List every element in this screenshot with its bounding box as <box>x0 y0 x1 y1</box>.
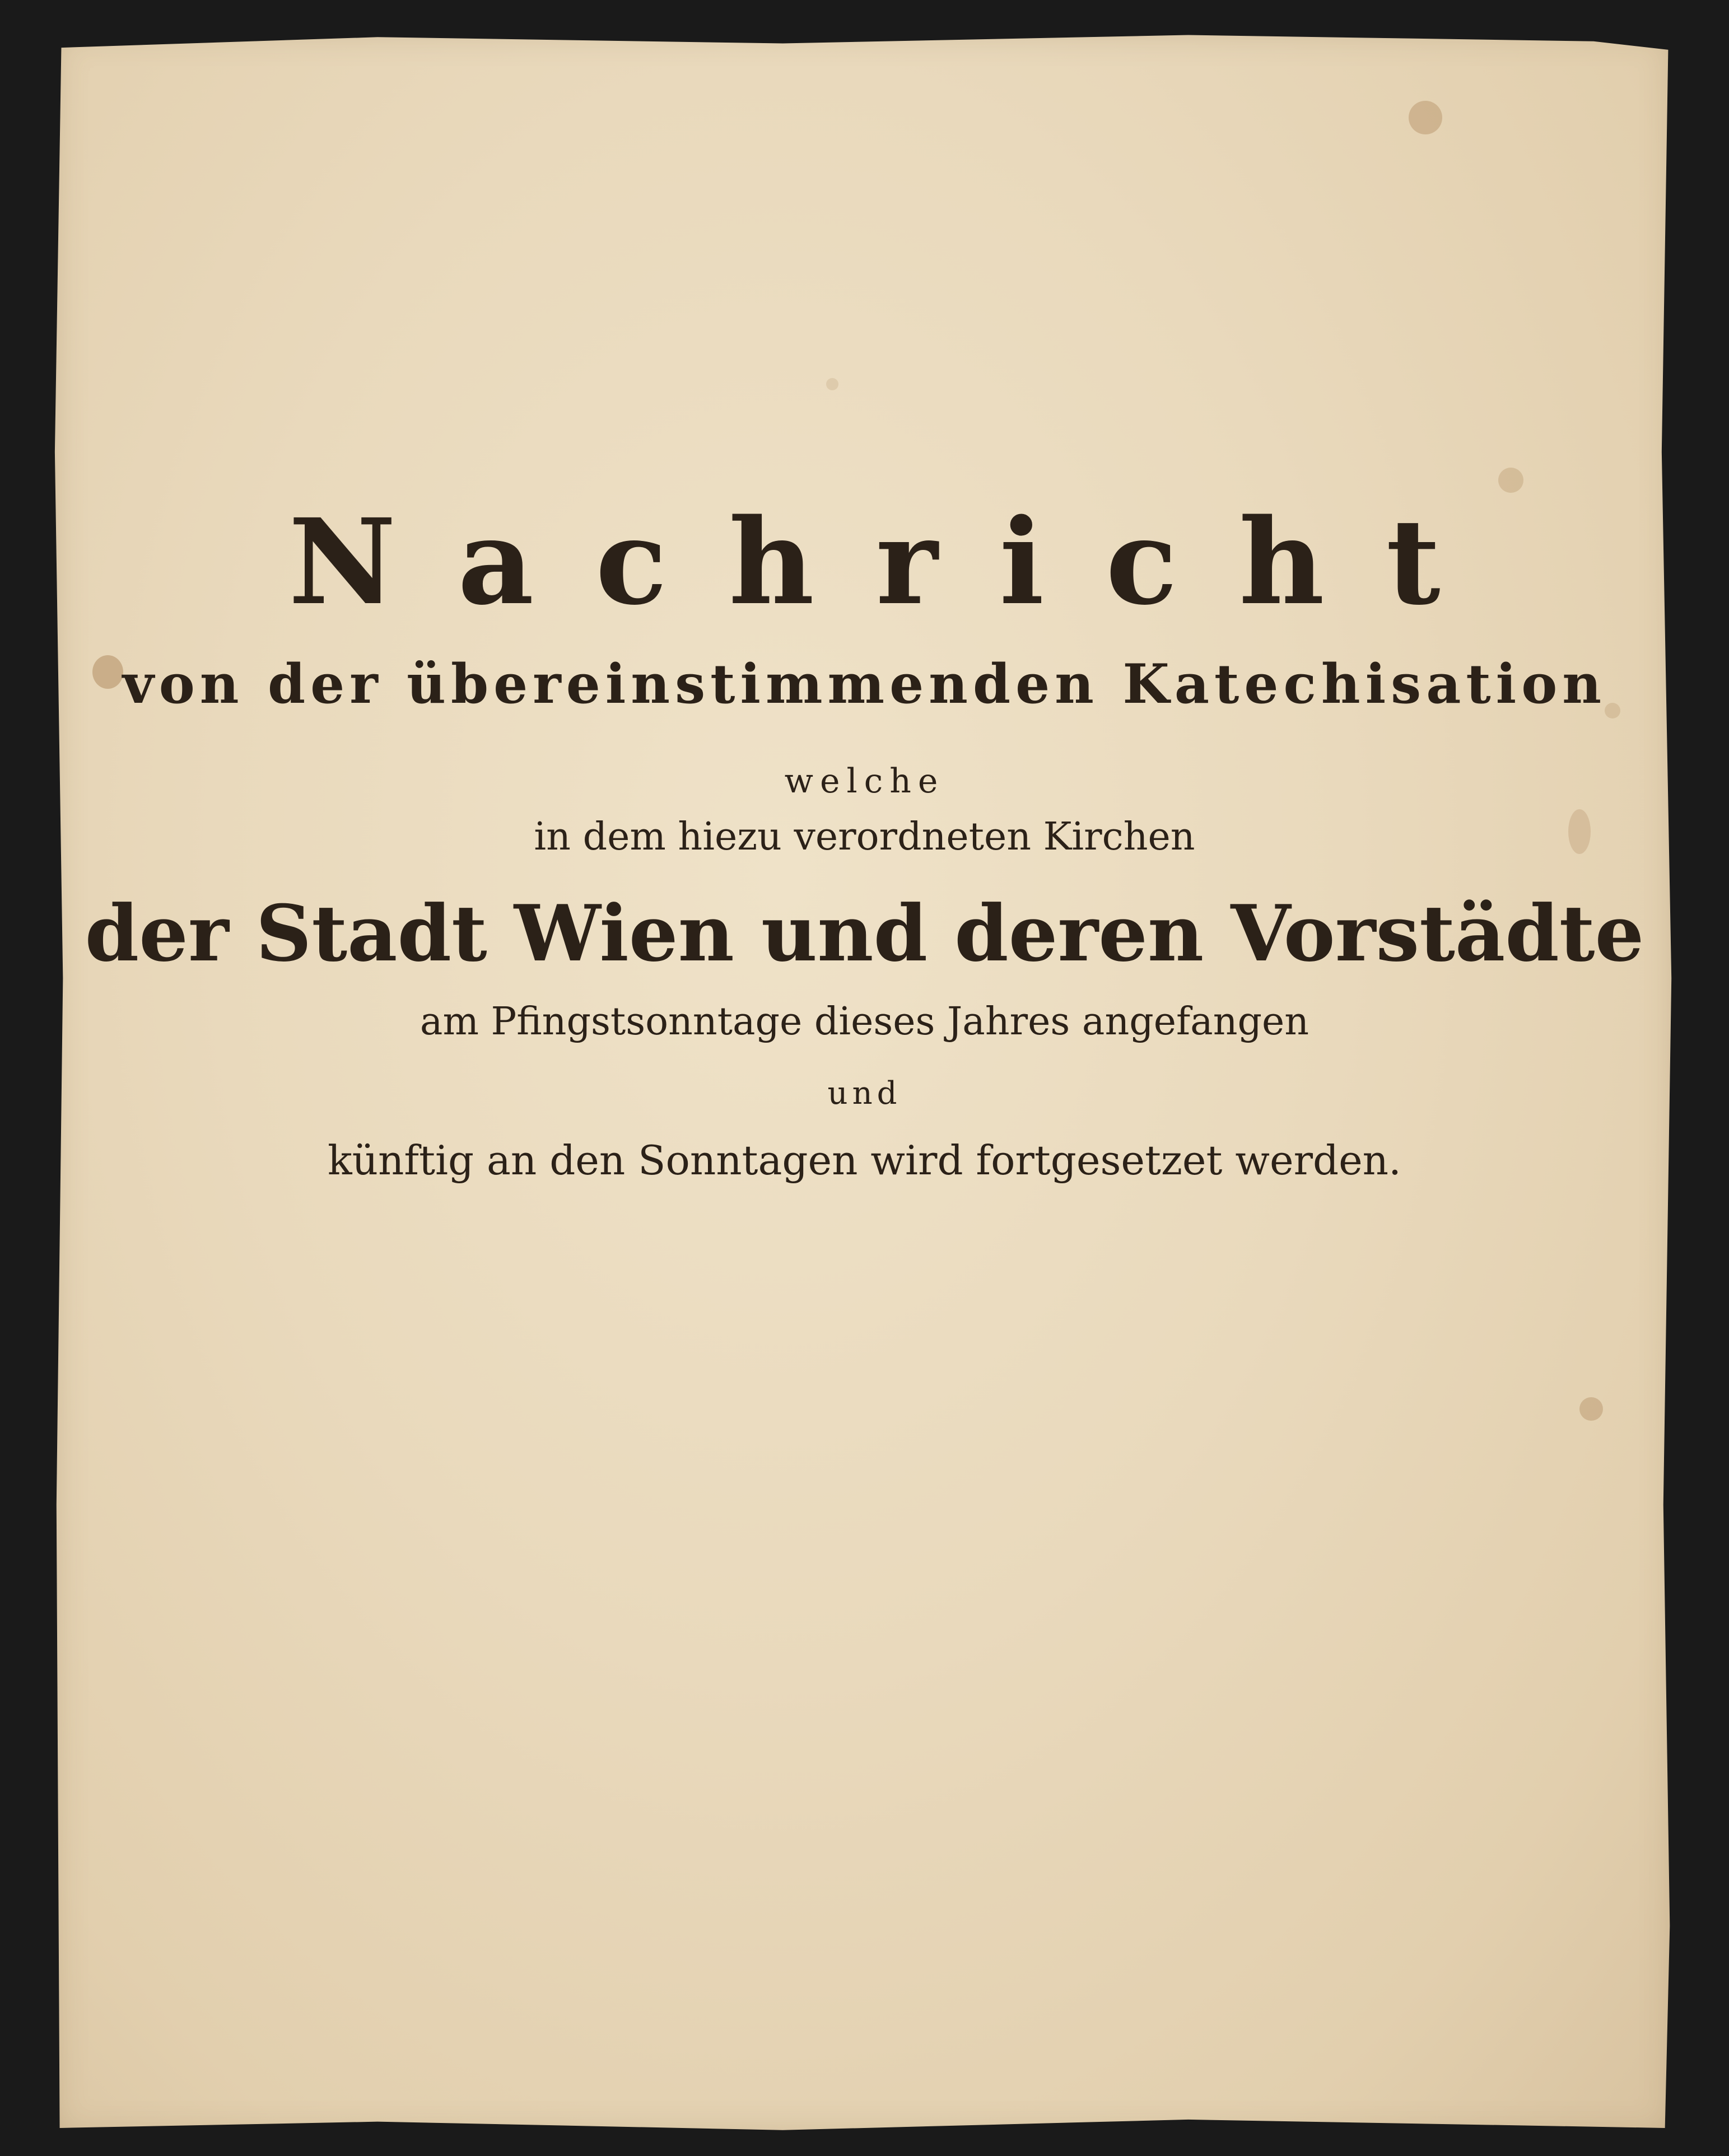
show-through-text <box>322 277 332 314</box>
subtitle-line-1: von der übereinstimmenden Katechisation <box>122 652 1607 716</box>
subtitle-line-5: am Pfingstsonntage dieses Jahres angefangen <box>420 1000 1309 1044</box>
document-title: Nachricht <box>288 493 1502 631</box>
subtitle-line-3: in dem hiezu verordneten Kirchen <box>534 815 1195 859</box>
foxing-stain <box>1409 101 1442 134</box>
foxing-stain <box>1498 468 1523 493</box>
subtitle-line-2: welche <box>784 762 945 801</box>
foxing-stain <box>826 378 838 390</box>
subtitle-line-7: künftig an den Sonntagen wird fortgesetzet werden. <box>328 1137 1401 1184</box>
foxing-stain <box>1579 1397 1603 1421</box>
subtitle-line-4: der Stadt Wien und deren Vorstädte <box>85 888 1644 979</box>
subtitle-line-6: und <box>827 1075 902 1112</box>
